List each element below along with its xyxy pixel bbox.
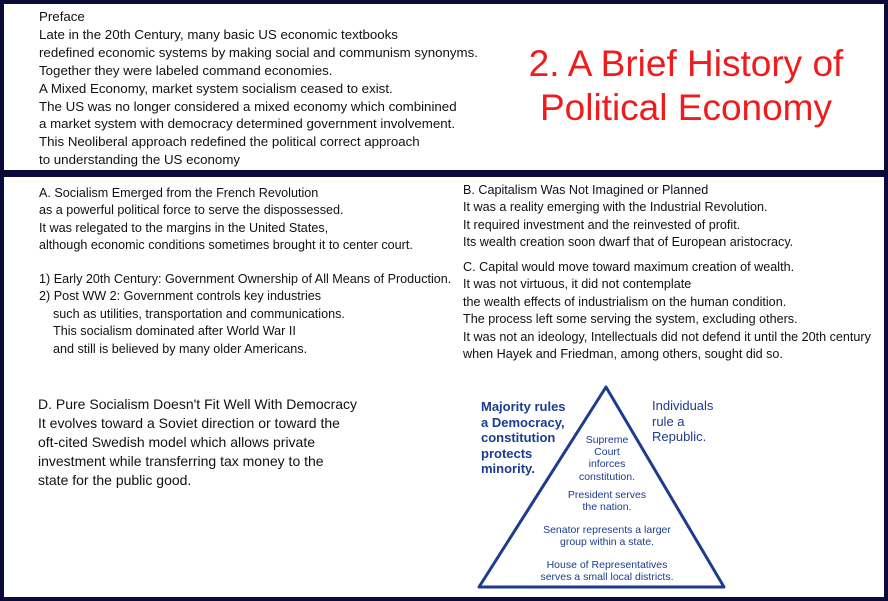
section-a-line: although economic conditions sometimes brought it to center court.: [39, 238, 413, 253]
democracy-label: [481, 399, 566, 477]
tier-supreme-court: [576, 434, 638, 483]
republic-label: [652, 398, 713, 445]
section-a-heading: A. Socialism Emerged from the French Revolution: [39, 186, 319, 200]
tier-house-line: serves a small local districts.: [540, 571, 674, 584]
slide-title: [496, 42, 876, 130]
tier-supreme-court-line: Court: [594, 446, 620, 459]
tier-president-line: President serves: [567, 489, 647, 501]
preface-line: a market system with democracy determined government involvement.: [39, 116, 456, 132]
preface-line: Together they were labeled command economies.: [39, 62, 333, 78]
section-a-line: It was relegated to the margins in the United States,: [39, 220, 329, 235]
section-a-line: as a powerful political force to serve the dispossessed.: [39, 203, 344, 218]
preface-block: [39, 8, 509, 169]
section-b-line: Its wealth creation soon dwarf that of European aristocracy.: [463, 235, 794, 250]
section-d-line: oft-cited Swedish model which allows private: [38, 434, 316, 450]
preface-line: This Neoliberal approach redefined the political correct approach: [39, 134, 420, 150]
section-c-line: The process left some serving the system, excluding others.: [463, 312, 798, 327]
preface-line: Late in the 20th Century, many basic US economic textbooks: [39, 26, 398, 42]
democracy-label-line: minority.: [481, 461, 535, 476]
section-d-heading: D. Pure Socialism Doesn't Fit Well With Democracy: [38, 396, 358, 412]
title-line-2: Political Economy: [539, 87, 832, 128]
preface-heading: Preface: [39, 9, 85, 24]
section-c-line: when Hayek and Friedman, among others, sought did so.: [463, 347, 783, 362]
section-d: [38, 395, 357, 490]
section-c-line: It was not an ideology, Intellectuals did not defend it until the 20th century: [463, 329, 871, 344]
tier-senator: [527, 524, 687, 548]
tier-senator-line: group within a state.: [560, 536, 654, 549]
section-a-list-item: 2) Post WW 2: Government controls key industries: [39, 289, 322, 304]
section-c-line: It was not virtuous, it did not contemplate: [463, 277, 692, 292]
tier-house-line: House of Representatives: [546, 559, 668, 571]
tier-supreme-court-line: constitution.: [578, 470, 636, 483]
section-d-line: state for the public good.: [38, 472, 192, 488]
democracy-label-line: a Democracy,: [481, 414, 565, 430]
tier-president: [552, 489, 662, 513]
republic-label-line: Individuals: [652, 398, 714, 413]
section-a: [39, 185, 413, 255]
section-c-line: the wealth effects of industrialism on the human condition.: [463, 294, 787, 309]
title-line-1: 2. A Brief History of: [528, 43, 844, 84]
tier-senator-line: Senator represents a larger: [543, 524, 671, 536]
section-a-list-item: 1) Early 20th Century: Government Ownership of All Means of Production.: [39, 272, 452, 286]
tier-supreme-court-line: Supreme: [585, 434, 629, 446]
preface-line: to understanding the US economy: [39, 152, 241, 168]
democracy-label-line: protects: [481, 445, 533, 461]
section-c-heading: C. Capital would move toward maximum creation of wealth.: [463, 260, 795, 274]
section-b-line: It was a reality emerging with the Industrial Revolution.: [463, 200, 768, 215]
preface-line: redefined economic systems by making social and communism synonyms.: [39, 44, 478, 60]
section-b-heading: B. Capitalism Was Not Imagined or Planned: [463, 183, 709, 197]
republic-label-line: rule a: [652, 413, 685, 429]
tier-president-line: the nation.: [582, 501, 632, 514]
section-c: [463, 259, 871, 363]
preface-line: A Mixed Economy, market system socialism ceased to exist.: [39, 80, 393, 96]
section-b-line: It required investment and the reinvested of profit.: [463, 217, 741, 232]
tier-supreme-court-line: inforces: [588, 458, 626, 471]
section-d-line: It evolves toward a Soviet direction or toward the: [38, 415, 340, 431]
preface-line: The US was no longer considered a mixed economy which combinined: [39, 98, 457, 114]
section-a-list: [39, 271, 451, 358]
section-divider: [0, 170, 888, 177]
section-a-list-item: and still is believed by many older Americans.: [53, 341, 308, 356]
democracy-label-line: constitution: [481, 430, 556, 445]
republic-label-line: Republic.: [652, 429, 707, 444]
section-a-list-item: This socialism dominated after World War II: [53, 324, 296, 339]
section-a-list-item: such as utilities, transportation and communications.: [53, 306, 345, 321]
tier-house: [517, 559, 697, 583]
section-d-line: investment while transferring tax money to the: [38, 453, 324, 469]
democracy-label-line: Majority rules: [481, 399, 566, 414]
section-b: [463, 182, 793, 252]
